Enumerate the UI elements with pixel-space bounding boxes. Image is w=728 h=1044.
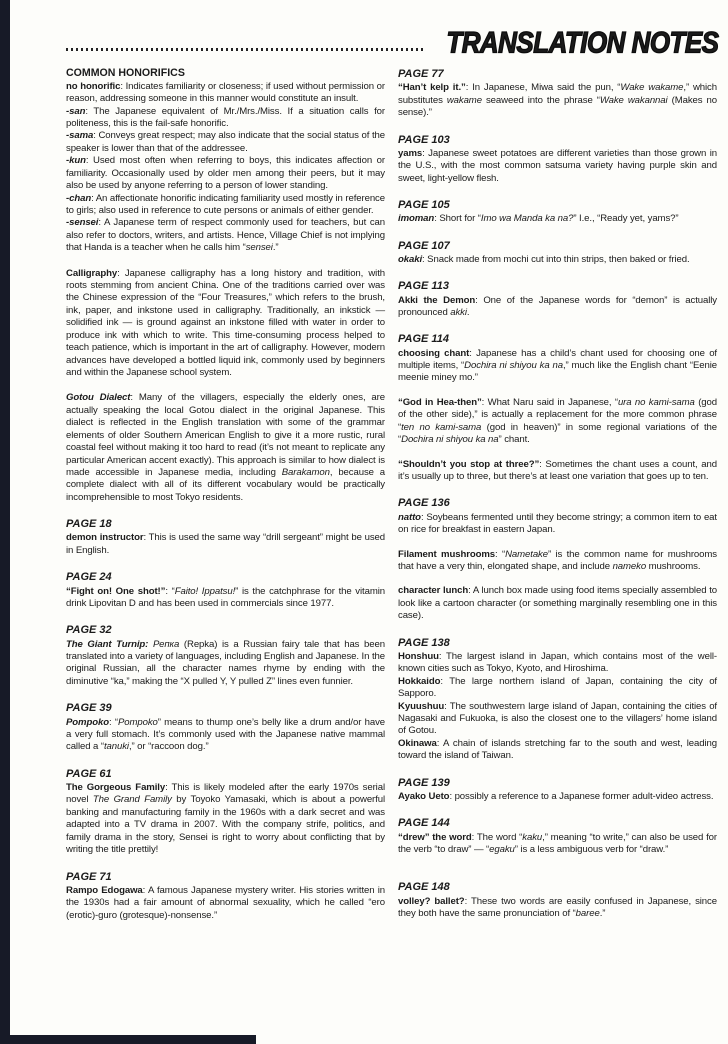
note-entry: “Fight on! One shot!”: “Faito! Ippatsu!” is the catchphrase for the vitamin drink Lipovitan D and has been used in commercials since 1977. (66, 585, 385, 609)
note-entry: Kyuushuu: The southwestern large island of Japan, containing the cities of Nagasaki and Fukuoka, is also the closest one to the villagers’ home island of Gotou. (398, 700, 717, 737)
note-term: Rampo Edogawa (66, 884, 143, 896)
note-entry: -san: The Japanese equivalent of Mr./Mrs./Miss. If a situation calls for politeness, this is the fail-safe honorific. (66, 105, 385, 129)
note-term: yams (398, 147, 423, 159)
column-left (66, 67, 385, 935)
note-term: -san (66, 105, 86, 117)
note-entry: Ayako Ueto: possibly a reference to a Japanese former adult-video actress. (398, 790, 714, 802)
note-block (66, 392, 385, 504)
note-term: Filament mushrooms (398, 548, 496, 560)
note-term: Gotou Dialect (66, 392, 131, 404)
note-entry: demon instructor: This is used the same way “drill sergeant” might be used in English. (66, 532, 386, 556)
note-block (398, 198, 717, 226)
page-label: PAGE 105 (398, 199, 450, 211)
note-entry: -sama: Conveys great respect; may also indicate that the social status of the speaker is lower than that of the addressee. (66, 130, 385, 154)
note-entry: The Giant Turnip: Репка (Repka) is a Russian fairy tale that has been translated into a variety of languages, including English and Japanese. In the original Russian, all the character names rhyme by ending with the diminutive “ka,” making the “X pulled Y, Y pulled Z” lines even funnier. (66, 638, 385, 687)
note-block (398, 776, 717, 804)
note-block (398, 496, 717, 622)
note-block (66, 701, 385, 754)
note-entry: “Shouldn’t you stop at three?”: Sometimes the chant uses a count, and it’s usually up to three, but there’s at least one variation that goes up to ten. (398, 458, 717, 482)
note-block (66, 570, 385, 610)
note-entry: Okinawa: A chain of islands stretching far to the south and west, leading toward the island of Taiwan. (398, 737, 717, 762)
page-label: PAGE 32 (66, 624, 112, 637)
note-entry: Pompoko: “Pompoko” means to thump one’s belly like a drum and/or have a very full stomach. It’s commonly used with the Japanese native mammal called a “tanuki,” or “raccoon dog.” (66, 716, 385, 753)
note-term: demon instructor (66, 532, 144, 544)
note-block (66, 870, 385, 923)
note-entry: “drew” the word: The word “kaku,” meaning “to write,” can also be used for the verb “to draw” — “egaku” is a less ambiguous verb for “draw.” (398, 831, 717, 855)
note-entry: Akki the Demon: One of the Japanese words for “demon” is actually pronounced akki. (398, 294, 717, 318)
note-block (66, 517, 385, 557)
note-term: The Giant Turnip: (66, 638, 149, 650)
note-entry: “Han’t kelp it.”: In Japanese, Miwa said the pun, “Wake wakame,” which substitutes wakame seaweed into the phrase “Wake wakannai (Makes no sense).” (398, 82, 717, 119)
note-term: “Han’t kelp it.” (398, 82, 466, 94)
note-entry: Filament mushrooms: “Nametake” is the common name for mushrooms that have a very thin, elongated shape, and include nameko mushrooms. (398, 548, 717, 572)
note-term: “drew” the word (398, 831, 472, 843)
note-term: natto (398, 511, 421, 523)
note-block (398, 332, 717, 483)
note-entry: -chan: An affectionate honorific indicating familiarity used mostly in reference to girls; also used in reference to cute persons or animals of either gender. (66, 192, 385, 216)
note-entry: “God in Hea-then”: What Naru said in Japanese, “ura no kami-sama (god of the other side),” is actually a replacement for the more common phrase “ten no kami-sama (god in heaven)” in some regional variations of the “Dochira ni shiyou ka na” chant. (398, 396, 717, 446)
note-entry: volley? ballet?: These two words are easily confused in Japanese, since they both have the same pronunciation of “baree.” (398, 895, 717, 920)
note-entry: Rampo Edogawa: A famous Japanese mystery writer. His stories written in the 1930s had a fair amount of abnormal sexuality, which he called “ero (erotic)-guro (grotesque)-nonsense.” (66, 884, 385, 921)
note-entry: yams: Japanese sweet potatoes are different varieties than those grown in the U.S., with the most common satsuma variety having purple skin and sweet, light-yellow flesh. (398, 147, 717, 184)
note-term: Ayako Ueto (398, 790, 450, 802)
page-label: PAGE 103 (398, 133, 450, 146)
note-block (398, 239, 717, 267)
page-label: PAGE 148 (398, 881, 450, 894)
page-label: PAGE 136 (398, 497, 450, 510)
note-term: Calligraphy (66, 267, 118, 279)
note-term: no honorific (66, 80, 121, 92)
column-right (398, 67, 717, 935)
page-header (66, 28, 718, 59)
note-entry: okaki: Snack made from mochi cut into thin strips, then baked or fried. (398, 253, 690, 265)
page-label: PAGE 138 (398, 636, 450, 649)
note-block (66, 268, 385, 380)
note-term: Honshuu (398, 650, 439, 662)
note-entry: choosing chant: Japanese has a child’s chant used for choosing one of multiple items, “Dochira ni shiyou ka na,” much like the English chant “Eenie meenie miney mo.” (398, 347, 717, 384)
note-term: Hokkaido (398, 675, 441, 687)
note-entry: Gotou Dialect: Many of the villagers, especially the elderly ones, are actually speaking the local Gotou dialect in the original Japanese. This dialect is reflected in the English translation with some of the grammar elements of older Southern American English to give it a more rustic, rural coastal feel without making it too hard to read (it’s not meant to replicate any particular American accent exactly). This approach is similar to how dialect is made accessible in Japanese media, including Barakamon, because a complete dialect with all of its different vocabulary would be practically incomprehensible to most Tokyo residents. (66, 392, 385, 503)
note-term: -sensei (66, 217, 99, 229)
note-entry: -sensei: A Japanese term of respect commonly used for teachers, but can also refer to doctors, writers, and artists. Hence, Village Chief is not implying that Handa is a teacher when he calls him “sensei.” (66, 217, 385, 254)
page-label: PAGE 18 (66, 518, 112, 531)
notes-columns (66, 67, 718, 935)
note-term: “God in Hea-then” (398, 396, 482, 408)
note-block (398, 279, 717, 319)
note-entry: natto: Soybeans fermented until they become stringy; a common item to eat on rice for breakfast in eastern Japan. (398, 511, 717, 536)
page-label: PAGE 24 (66, 571, 112, 584)
note-entry: The Gorgeous Family: This is likely modeled after the early 1970s serial novel The Grand Family by Toyoko Yamasaki, which is about a powerful banking and manufacturing family in the 1960s with a dark secret and was adapted into a TV drama in 2007. With the company strife, politics, and family drama in the story, Sensei is right to worry about conflicting that by writing the title prettily! (66, 782, 385, 856)
note-term: okaki (398, 253, 423, 265)
page-label: PAGE 61 (66, 767, 112, 780)
note-term: character lunch (398, 585, 469, 597)
page-edge-bar-left (0, 0, 10, 1044)
note-term: -sama (66, 130, 94, 142)
note-block (398, 636, 717, 763)
note-term: -kun (66, 155, 86, 167)
page-label: PAGE 107 (398, 239, 450, 252)
note-term: The Gorgeous Family (66, 782, 166, 794)
note-term: choosing chant (398, 347, 470, 359)
note-block (66, 67, 385, 255)
note-entry: -kun: Used most often when referring to boys, this indicates affection or familiarity. Occasionally used by older men among their peers, but it may also be used by anyone referring to a person of lower standing. (66, 155, 385, 192)
note-entry: Calligraphy: Japanese calligraphy has a long history and tradition, with roots stemming from ancient China. One of the traditions carried over was the Chinese expression of the “Four Treasures,” which refers to the brush, ink, paper, and inkstone used in calligraphy. Traditionally, an inkstick — solidified ink — is ground against an inkstone filled with water in order to produce ink with which to write. This time-consuming process helped to teach patience, which is important in the art of calligraphy. However, modern advances have developed a bottled liquid ink, commonly used by beginners and within the Japanese school system. (66, 267, 385, 378)
note-entry: Hokkaido: The large northern island of Japan, containing the city of Sapporo. (398, 675, 717, 700)
note-term: imoman (398, 213, 435, 225)
dotted-leader-line (66, 48, 425, 51)
note-block (66, 623, 385, 688)
note-term: volley? ballet? (398, 895, 465, 907)
page-content (66, 28, 718, 935)
note-term: “Fight on! One shot!” (66, 585, 166, 597)
page-label: PAGE 144 (398, 817, 450, 830)
page-label: PAGE 114 (398, 333, 449, 346)
note-term: Akki the Demon (398, 294, 476, 306)
page-label: PAGE 71 (66, 870, 112, 883)
note-term: “Shouldn’t you stop at three?” (398, 458, 540, 470)
note-entry: imoman: Short for “Imo wa Manda ka na?” I.e., “Ready yet, yams?” (398, 213, 679, 225)
page-title: TRANSLATION NOTES (445, 26, 718, 60)
note-block (398, 816, 717, 856)
note-term: Kyuushuu (398, 700, 445, 712)
page-label: PAGE 113 (398, 280, 449, 293)
note-entry: no honorific: Indicates familiarity or closeness; if used without permission or reason, addressing someone in this manner would constitute an insult. (66, 80, 385, 105)
note-term: -chan (66, 192, 92, 204)
note-entry: Honshuu: The largest island in Japan, which contains most of the well-known cities such as Tokyo, Kyoto, and Hiroshima. (398, 650, 717, 675)
note-block (398, 880, 717, 920)
page-label: PAGE 139 (398, 776, 450, 789)
note-block (398, 133, 717, 186)
note-block (66, 767, 385, 857)
section-heading: COMMON HONORIFICS (66, 67, 185, 79)
page-label: PAGE 77 (398, 68, 444, 80)
note-term: Pompoko (66, 716, 110, 728)
note-entry: character lunch: A lunch box made using food items specially assembled to look like a cartoon character (or something marginally resembling one in this case). (398, 585, 717, 622)
note-block (398, 67, 717, 120)
page-edge-bar-bottom (0, 1035, 256, 1044)
page-label: PAGE 39 (66, 702, 112, 715)
note-term: Okinawa (398, 737, 437, 749)
